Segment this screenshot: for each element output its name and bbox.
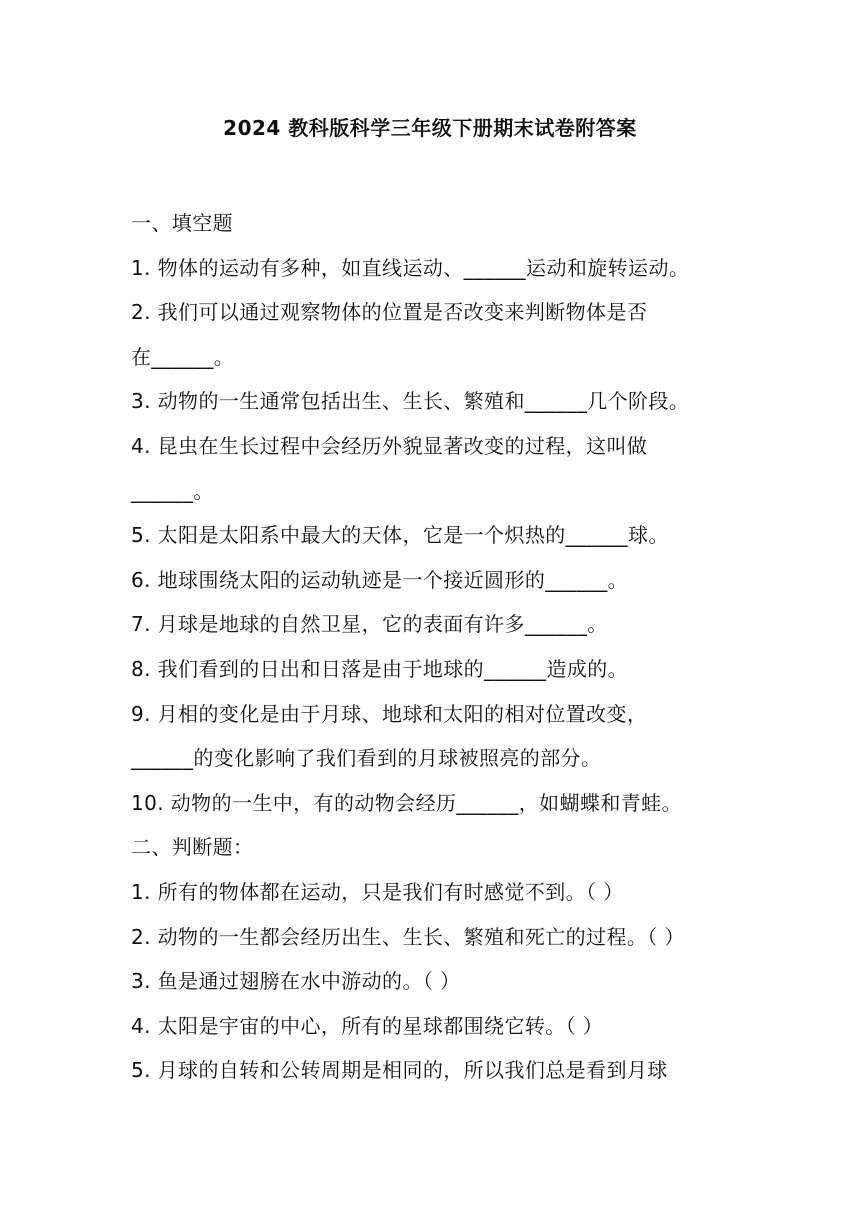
question-line: 2. 动物的一生都会经历出生、生长、繁殖和死亡的过程。（ ） — [131, 924, 685, 949]
question-line: 5. 太阳是太阳系中最大的天体，它是一个炽热的______球。 — [131, 523, 669, 548]
document-body — [131, 201, 731, 1093]
section-heading-true-false: 二、判断题： — [131, 835, 254, 860]
question-line: ______。 — [131, 478, 214, 503]
document-title: 2024 教科版科学三年级下册期末试卷附答案 — [223, 116, 637, 140]
question-line: 9. 月相的变化是由于月球、地球和太阳的相对位置改变， — [131, 701, 648, 726]
question-line: 在______。 — [131, 344, 235, 369]
question-line: 10. 动物的一生中，有的动物会经历______，如蝴蝶和青蛙。 — [131, 790, 682, 815]
question-line: 2. 我们可以通过观察物体的位置是否改变来判断物体是否 — [131, 300, 648, 325]
question-line: 3. 鱼是通过翅膀在水中游动的。（ ） — [131, 969, 461, 994]
question-line: ______的变化影响了我们看到的月球被照亮的部分。 — [131, 746, 602, 771]
question-line: 4. 太阳是宇宙的中心，所有的星球都围绕它转。（ ） — [131, 1013, 604, 1038]
question-line: 6. 地球围绕太阳的运动轨迹是一个接近圆形的______。 — [131, 567, 629, 592]
question-line: 7. 月球是地球的自然卫星，它的表面有许多______。 — [131, 612, 608, 637]
question-line: 5. 月球的自转和公转周期是相同的，所以我们总是看到月球 — [131, 1058, 668, 1083]
section-heading-fill-in: 一、填空题 — [131, 211, 233, 235]
question-line: 8. 我们看到的日出和日落是由于地球的______造成的。 — [131, 656, 629, 681]
question-line: 1. 所有的物体都在运动，只是我们有时感觉不到。（ ） — [131, 879, 624, 904]
question-line: 1. 物体的运动有多种，如直线运动、______运动和旋转运动。 — [131, 255, 690, 280]
question-line: 3. 动物的一生通常包括出生、生长、繁殖和______几个阶段。 — [131, 389, 690, 414]
question-line: 4. 昆虫在生长过程中会经历外貌显著改变的过程，这叫做 — [131, 433, 648, 458]
